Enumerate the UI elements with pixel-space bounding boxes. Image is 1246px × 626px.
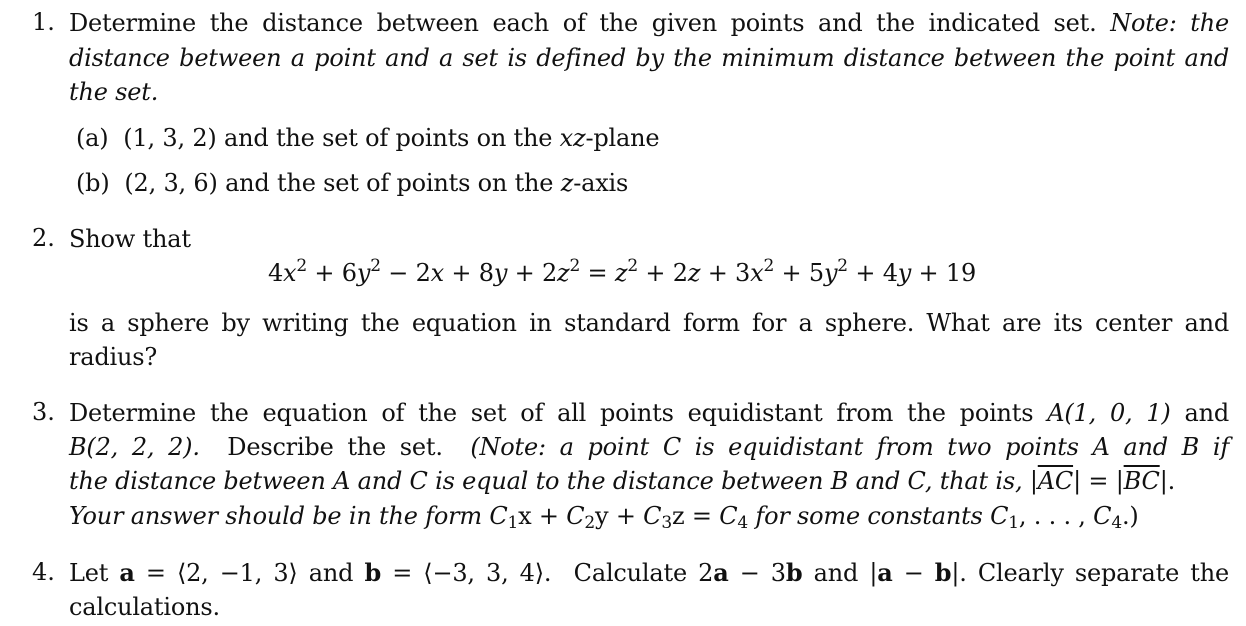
problem-3-line-1: Determine the equation of the set of all points equidistant from the points A(1, 0, 1) and [69, 399, 1229, 427]
problem-3-line-3: the distance between A and C is equal to the distance between B and C, that is, $|\overline{AC}| = |\overline{BC}|$. [69, 467, 1176, 495]
problem-3-line-2: B(2, 2, 2). Describe the set. (Note: a point C is equidistant from two points A and B if [69, 433, 1230, 461]
sphere-equation: $4x^2 + 6y^2 - 2x + 8y + 2z^2 = z^2 + 2z + 3x^2 + 5y^2 + 4y + 19$ [267, 256, 977, 287]
problem-number: 4. [32, 558, 55, 586]
problem-number: 1. [32, 8, 55, 36]
part-a: (a) (1, 3, 2) and the set of points on the xz-plane [76, 124, 660, 152]
problem-number: 3. [32, 398, 55, 426]
problem-1-line-1: Determine the distance between each of the given points and the indicated set. Note: the [69, 9, 1229, 37]
part-b: (b) (2, 3, 6) and the set of points on the z-axis [76, 169, 629, 197]
problem-3-line-4: Your answer should be in the form $C_1x + C_2y + C_3z = C_4$ for some constants $C_1$, . . . , $C_4$.) [69, 502, 1139, 533]
problem-4-line-1: Let a = ⟨2, −1, 3⟩ and b = ⟨−3, 3, 4⟩. Calculate 2a − 3b and |a − b|. Clearly separate the [69, 558, 1229, 587]
problem-2-line-4: radius? [69, 343, 158, 371]
problem-1-line-2: distance between a point and a set is defined by the minimum distance between the point and [69, 44, 1229, 72]
problem-4-line-2: calculations. [69, 593, 220, 621]
problem-number: 2. [32, 224, 55, 252]
problem-2-line-1: Show that [69, 225, 191, 253]
problem-2-line-3: is a sphere by writing the equation in standard form for a sphere. What are its center and [69, 309, 1229, 337]
problem-1-line-3: the set. [69, 78, 159, 106]
